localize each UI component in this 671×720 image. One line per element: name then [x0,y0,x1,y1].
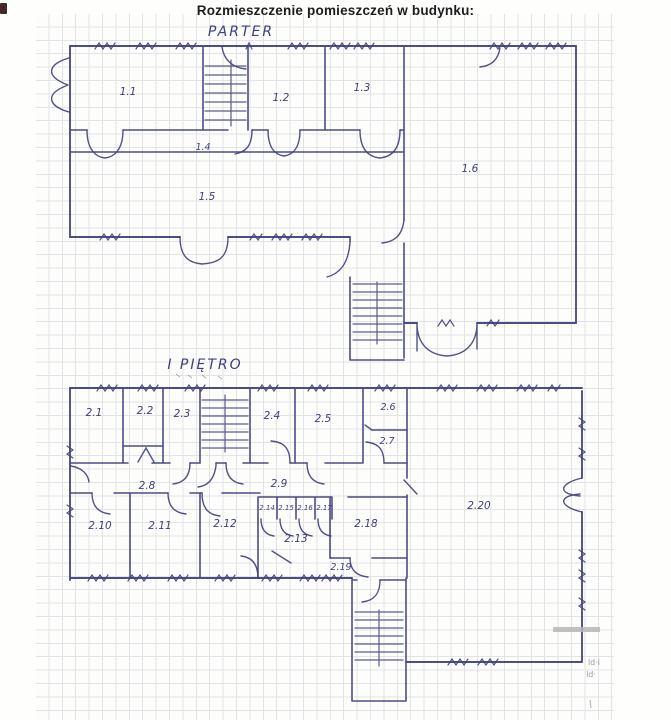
parter-staircase-bottom [353,282,402,344]
parter-walls [70,46,576,360]
room-label-2-16: 2.16 [297,504,313,512]
room-label-2-20: 2.20 [467,500,491,512]
floor-label-parter: PARTER [207,24,275,40]
scan-speck [590,700,591,708]
room-label-2-12: 2.12 [213,518,237,530]
room-label-2-9: 2.9 [270,478,288,490]
room-label-2-5: 2.5 [314,413,332,425]
room-label-2-18: 2.18 [354,518,378,530]
room-label-2-13: 2.13 [284,533,308,545]
pietro-walls [70,388,582,701]
room-label-2-11: 2.11 [148,520,172,532]
pietro-underline-scribble [176,374,222,379]
room-label-2-2: 2.2 [136,405,154,417]
pietro-staircase-top [202,395,248,452]
room-label-2-4: 2.4 [263,410,281,422]
room-label-2-8: 2.8 [138,480,156,492]
room-label-2-10: 2.10 [88,520,112,532]
room-label-1-5: 1.5 [198,191,216,203]
pietro-staircase-bottom [355,610,403,666]
room-label-1-4: 1.4 [195,142,211,153]
floor-label-pietro: I PIĘTRO [167,357,243,373]
room-label-2-3: 2.3 [173,408,191,420]
room-label-1-1: 1.1 [119,86,137,98]
room-label-1-6: 1.6 [461,163,479,175]
watermark-line-2: ld· [586,670,596,679]
parter-window-marks [95,43,566,326]
room-label-2-7: 2.7 [379,436,395,447]
room-label-2-19: 2.19 [330,562,352,573]
room-label-2-17: 2.17 [316,504,332,512]
room-label-2-14: 2.14 [259,504,275,512]
pietro-window-marks [67,385,585,665]
scan-gray-bar-artifact [553,627,600,632]
room-label-1-3: 1.3 [353,82,371,94]
page-title: Rozmieszczenie pomieszczeń w budynku: [196,3,475,18]
room-label-2-15: 2.15 [278,504,294,512]
room-label-2-1: 2.1 [85,407,103,419]
parter-staircase-top [205,60,246,126]
room-label-1-2: 1.2 [272,92,290,104]
room-label-2-6: 2.6 [380,402,396,413]
watermark-line-1: ld·i [587,658,601,667]
labels [86,24,600,679]
